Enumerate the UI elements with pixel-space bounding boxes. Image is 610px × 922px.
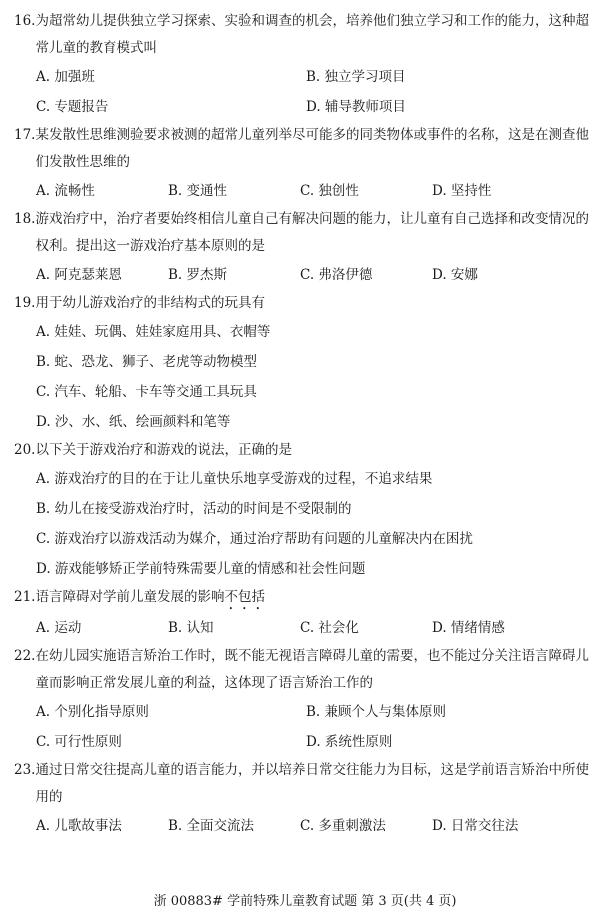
option-d: D. 游戏能够矫正学前特殊需要儿童的情感和社会性问题 xyxy=(36,561,366,577)
emphasized-keyword: 不包括 xyxy=(224,589,265,605)
option-a: A. 娃娃、玩偶、娃娃家庭用具、衣帽等 xyxy=(36,324,271,340)
option-a: A. 儿歌故事法 xyxy=(36,818,122,834)
option-d: D. 安娜 xyxy=(432,267,478,283)
question-number: 23. xyxy=(14,762,36,778)
page-footer: 浙 00883# 学前特殊儿童教育试题 第 3 页(共 4 页) xyxy=(153,894,457,909)
option-a: A. 运动 xyxy=(36,620,82,636)
option-c: C. 独创性 xyxy=(300,183,359,199)
question-22 xyxy=(14,643,594,757)
option-a: A. 个别化指导原则 xyxy=(36,704,149,720)
question-stem: 在幼儿园实施语言矫治工作时，既不能无视语言障碍儿童的需要，也不能过分关注语言障碍儿童而影响正常发展儿童的利益，这体现了语言矫治工作的 xyxy=(35,648,589,691)
question-number: 16. xyxy=(14,13,36,29)
question-19 xyxy=(14,290,594,437)
question-stem: 游戏治疗中，治疗者要始终相信儿童自己有解决问题的能力，让儿童有自己选择和改变情况的权利。提出这一游戏治疗基本原则的是 xyxy=(35,211,589,254)
question-21 xyxy=(14,584,594,643)
option-d: D. 日常交往法 xyxy=(432,818,519,834)
option-c: C. 弗洛伊德 xyxy=(300,267,373,283)
option-c: C. 多重刺激法 xyxy=(300,818,386,834)
option-d: D. 情绪情感 xyxy=(432,620,505,636)
question-stem: 用于幼儿游戏治疗的非结构式的玩具有 xyxy=(35,295,265,311)
question-stem: 通过日常交往提高儿童的语言能力，并以培养日常交往能力为目标，这是学前语言矫治中所使用的 xyxy=(35,762,589,805)
option-d: D. 系统性原则 xyxy=(306,734,393,750)
question-number: 20. xyxy=(14,442,36,458)
option-b: B. 变通性 xyxy=(168,183,228,199)
option-b: B. 认知 xyxy=(168,620,214,636)
option-b: B. 蛇、恐龙、狮子、老虎等动物模型 xyxy=(36,354,258,370)
question-20 xyxy=(14,437,594,584)
option-d: D. 辅导教师项目 xyxy=(306,99,406,115)
question-23 xyxy=(14,757,594,841)
question-number: 17. xyxy=(14,127,36,143)
question-number: 22. xyxy=(14,648,36,664)
question-number: 19. xyxy=(14,295,36,311)
question-number: 21. xyxy=(14,589,36,605)
option-a: A. 游戏治疗的目的在于让儿童快乐地享受游戏的过程，不追求结果 xyxy=(36,471,433,487)
option-c: C. 游戏治疗以游戏活动为媒介，通过治疗帮助有问题的儿童解决内在困扰 xyxy=(36,531,473,547)
question-18 xyxy=(14,206,594,290)
option-c: C. 可行性原则 xyxy=(36,734,122,750)
option-b: B. 独立学习项目 xyxy=(306,69,406,85)
question-stem: 以下关于游戏治疗和游戏的说法，正确的是 xyxy=(35,442,292,458)
option-a: A. 流畅性 xyxy=(36,183,95,199)
option-a: A. 阿克瑟莱恩 xyxy=(36,267,122,283)
question-16 xyxy=(14,8,594,122)
option-c: C. 汽车、轮船、卡车等交通工具玩具 xyxy=(36,384,257,400)
option-b: B. 罗杰斯 xyxy=(168,267,228,283)
option-c: C. 专题报告 xyxy=(36,99,109,115)
question-stem xyxy=(35,584,594,613)
option-b: B. 幼儿在接受游戏治疗时，活动的时间是不受限制的 xyxy=(36,501,352,517)
option-d: D. 沙、水、纸、绘画颜料和笔等 xyxy=(36,414,231,430)
question-stem: 为超常幼儿提供独立学习探索、实验和调查的机会，培养他们独立学习和工作的能力，这种超常儿童的教育模式叫 xyxy=(35,13,589,56)
question-17 xyxy=(14,122,594,206)
option-b: B. 全面交流法 xyxy=(168,818,255,834)
option-a: A. 加强班 xyxy=(36,69,95,85)
option-b: B. 兼顾个人与集体原则 xyxy=(306,704,447,720)
question-number: 18. xyxy=(14,211,36,227)
option-c: C. 社会化 xyxy=(300,620,359,636)
option-d: D. 坚持性 xyxy=(432,183,492,199)
question-stem: 某发散性思维测验要求被测的超常儿童列举尽可能多的同类物体或事件的名称，这是在测查他们发散性思维的 xyxy=(35,127,589,170)
question-stem-text: 语言障碍对学前儿童发展的影响 xyxy=(35,589,225,605)
